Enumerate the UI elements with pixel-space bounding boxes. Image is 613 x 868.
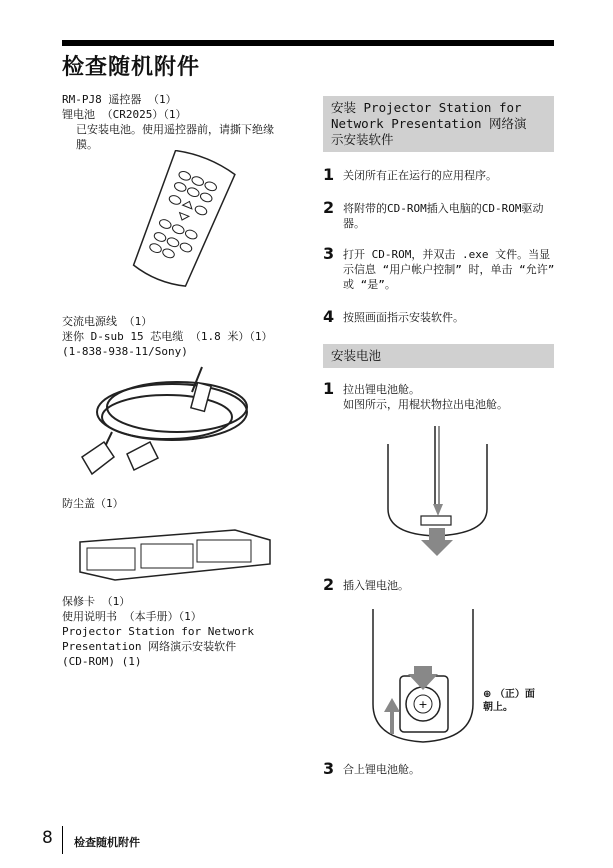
remote-description [62, 92, 292, 152]
battery-tray-pull-illustration [385, 424, 490, 559]
footer-section-title: 检查随机附件 [74, 836, 140, 849]
title-rule [62, 40, 554, 46]
manual-line: 使用说明书 （本手册）（1） [62, 610, 202, 623]
step-number: 2 [323, 198, 335, 217]
step-number: 1 [323, 379, 335, 398]
software-step-3 [323, 245, 558, 292]
heading-line: 示安装软件 [331, 132, 394, 147]
power-cord-line: 交流电源线 （1） [62, 315, 153, 328]
software-step-4 [323, 308, 558, 326]
polarity-note-line: 朝上。 [483, 702, 513, 713]
step-text: 打开 CD-ROM，并双击 .exe 文件。当显示信息 “用户帐户控制” 时，单击 “允许” 或 “是”。 [343, 248, 555, 291]
cable-part-number: (1-838-938-11/Sony) [62, 345, 188, 358]
software-line-1: Projector Station for Network [62, 625, 255, 638]
heading-line: Network Presentation 网络演 [331, 116, 527, 131]
dust-cover-illustration [75, 522, 275, 592]
step-text: 将附带的CD-ROM插入电脑的CD-ROM驱动器。 [343, 202, 544, 230]
page-number: 8 [42, 828, 53, 848]
polarity-note-line: ⊕ （正）面 [483, 689, 535, 700]
step-number: 3 [323, 759, 335, 778]
page-title: 检查随机附件 [62, 55, 201, 80]
step-text: 关闭所有正在运行的应用程序。 [343, 169, 497, 182]
step-number: 3 [323, 244, 335, 263]
polarity-note [483, 688, 535, 714]
footer-divider [62, 826, 63, 854]
battery-step-3 [323, 760, 558, 778]
battery-insert-illustration [368, 604, 478, 748]
step-number: 1 [323, 165, 335, 184]
remote-line: RM-PJ8 遥控器 （1） [62, 93, 177, 106]
remote-control-illustration [110, 150, 255, 290]
step-number: 2 [323, 575, 335, 594]
battery-step-1 [323, 380, 558, 412]
install-battery-heading: 安装电池 [323, 344, 554, 368]
software-line-2: Presentation 网络演示安装软件 [62, 640, 237, 653]
step-text: 插入锂电池。 [343, 579, 409, 592]
step-text: 合上锂电池舱。 [343, 763, 420, 776]
software-step-2 [323, 199, 558, 231]
warranty-card-line: 保修卡 （1） [62, 595, 131, 608]
remote-note: 已安装电池。使用遥控器前，请撕下绝缘膜。 [76, 123, 274, 151]
dsub-cable-line: 迷你 D-sub 15 芯电缆 （1.8 米）（1） [62, 330, 273, 343]
heading-line: 安装 Projector Station for [331, 100, 522, 115]
documents-list [62, 594, 302, 669]
svg-text:+: + [418, 698, 428, 711]
battery-line: 锂电池 （CR2025）（1） [62, 108, 187, 121]
software-step-1 [323, 166, 558, 184]
step-text [343, 380, 508, 412]
step-line: 拉出锂电池舱。 [343, 383, 420, 396]
step-number: 4 [323, 307, 335, 326]
software-line-3: (CD-ROM) (1) [62, 655, 142, 668]
install-software-heading [323, 96, 554, 152]
dust-cover-line: 防尘盖（1） [62, 497, 124, 510]
step-line: 如图所示，用棍状物拉出电池舱。 [343, 398, 508, 411]
battery-step-2 [323, 576, 558, 594]
cable-illustration [72, 362, 257, 482]
cable-description [62, 314, 302, 359]
step-text: 按照画面指示安装软件。 [343, 311, 464, 324]
